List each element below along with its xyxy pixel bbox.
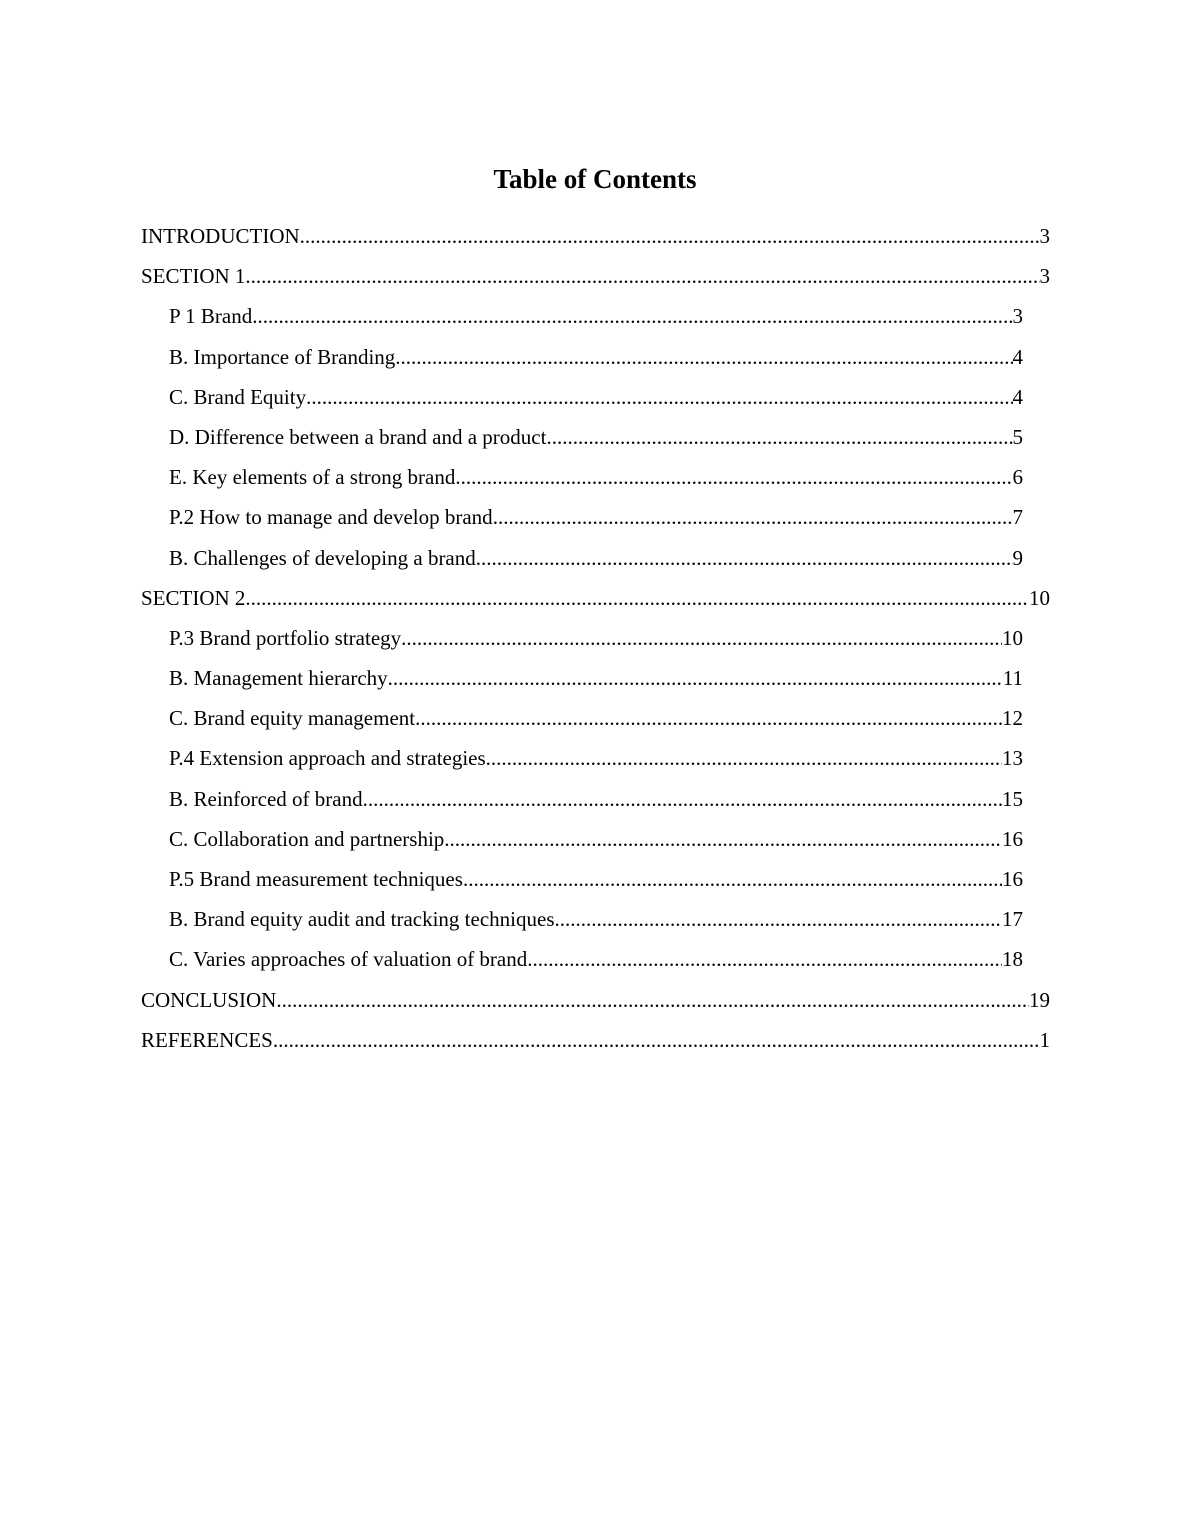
- toc-dot-leader: [245, 580, 1029, 616]
- toc-page-number: 19: [1029, 987, 1050, 1012]
- toc-list: [0, 218, 1190, 1062]
- toc-page-number: 16: [1002, 867, 1023, 891]
- toc-entry-text: C. Brand Equity: [169, 384, 307, 409]
- toc-page-number: 10: [1002, 625, 1023, 650]
- toc-dot-leader: [245, 258, 1039, 294]
- toc-dot-leader: [415, 700, 1002, 736]
- toc-dot-leader: [395, 339, 1012, 375]
- toc-page-number: 1: [1039, 1027, 1050, 1052]
- toc-entry-p2-manage-develop[interactable]: [169, 499, 1023, 539]
- toc-entry-text: B. Importance of Branding: [169, 344, 396, 369]
- toc-entry-brand-equity[interactable]: [169, 379, 1023, 419]
- toc-page-number: 11: [1002, 666, 1023, 691]
- toc-page-number: 10: [1029, 585, 1050, 610]
- toc-page-number: 4: [1012, 384, 1023, 409]
- toc-entry-text: B. Brand equity audit and tracking techniques: [169, 907, 555, 932]
- toc-entry-text: D. Difference between a brand and a product: [169, 424, 547, 449]
- toc-dot-leader: [476, 540, 1013, 576]
- toc-page-number: 12: [1002, 706, 1023, 731]
- toc-dot-leader: [273, 1022, 1040, 1058]
- toc-dot-leader: [546, 419, 1012, 455]
- toc-entry-conclusion[interactable]: [141, 982, 1050, 1022]
- toc-page-number: 3: [1012, 304, 1023, 329]
- toc-page-number: 7: [1012, 505, 1023, 530]
- toc-entry-text: INTRODUCTION: [141, 224, 300, 248]
- toc-entry-p1-brand[interactable]: [169, 298, 1023, 338]
- toc-page-number: 4: [1012, 344, 1023, 369]
- toc-entry-text: P.2 How to manage and develop brand: [169, 505, 493, 530]
- toc-entry-valuation[interactable]: [169, 941, 1023, 981]
- toc-dot-leader: [527, 941, 1002, 977]
- toc-dot-leader: [401, 620, 1002, 656]
- toc-dot-leader: [306, 379, 1012, 415]
- toc-dot-leader: [555, 901, 1003, 937]
- toc-entry-text: P.4 Extension approach and strategies: [169, 746, 486, 771]
- toc-entry-text: P.3 Brand portfolio strategy: [169, 625, 402, 650]
- toc-entry-management-hierarchy[interactable]: [169, 660, 1023, 700]
- toc-entry-p3-portfolio[interactable]: [169, 620, 1023, 660]
- toc-dot-leader: [463, 861, 1002, 897]
- toc-page-number: 18: [1002, 947, 1023, 972]
- toc-dot-leader: [388, 660, 1003, 696]
- toc-page-number: 5: [1012, 424, 1023, 449]
- toc-entry-audit-tracking[interactable]: [169, 901, 1023, 941]
- toc-entry-text: B. Challenges of developing a brand: [169, 545, 476, 570]
- toc-entry-brand-vs-product[interactable]: [169, 419, 1023, 459]
- toc-entry-text: C. Varies approaches of valuation of brand: [169, 947, 528, 972]
- toc-title: Table of Contents: [493, 164, 697, 194]
- toc-entry-p5-measurement[interactable]: [169, 861, 1023, 901]
- toc-entry-text: SECTION 1: [141, 264, 246, 289]
- toc-dot-leader: [276, 982, 1029, 1018]
- toc-entry-section-1[interactable]: [141, 258, 1050, 298]
- toc-entry-equity-management[interactable]: [169, 700, 1023, 740]
- toc-entry-text: P.5 Brand measurement techniques: [169, 867, 463, 891]
- toc-page-number: 3: [1039, 264, 1050, 289]
- toc-entry-key-elements[interactable]: [169, 459, 1023, 499]
- toc-entry-text: E. Key elements of a strong brand: [169, 465, 456, 490]
- toc-entry-challenges[interactable]: [169, 540, 1023, 580]
- toc-dot-leader: [300, 218, 1040, 254]
- toc-dot-leader: [252, 298, 1012, 334]
- toc-entry-importance-of-branding[interactable]: [169, 339, 1023, 379]
- toc-entry-text: REFERENCES: [141, 1027, 273, 1052]
- toc-dot-leader: [455, 459, 1012, 495]
- toc-entry-text: CONCLUSION: [141, 987, 277, 1012]
- toc-dot-leader: [486, 740, 1002, 776]
- toc-page-number: 16: [1002, 826, 1023, 851]
- toc-entry-introduction[interactable]: [141, 218, 1050, 258]
- toc-page-number: 9: [1012, 545, 1023, 570]
- toc-page-number: 3: [1039, 224, 1050, 248]
- toc-entry-section-2[interactable]: [141, 580, 1050, 620]
- toc-entry-text: C. Collaboration and partnership: [169, 826, 445, 851]
- toc-entry-text: C. Brand equity management: [169, 706, 416, 731]
- toc-entry-text: SECTION 2: [141, 585, 246, 610]
- toc-entry-references[interactable]: [141, 1022, 1050, 1062]
- toc-page-number: 13: [1002, 746, 1023, 771]
- toc-entry-reinforced[interactable]: [169, 781, 1023, 821]
- toc-page-number: 17: [1002, 907, 1023, 932]
- toc-entry-p4-extension[interactable]: [169, 740, 1023, 780]
- toc-page-number: 6: [1012, 465, 1023, 490]
- toc-page-number: 15: [1002, 786, 1023, 811]
- toc-entry-text: P 1 Brand: [169, 304, 253, 329]
- toc-dot-leader: [493, 499, 1013, 535]
- toc-dot-leader: [363, 781, 1002, 817]
- toc-dot-leader: [444, 821, 1002, 857]
- toc-entry-collaboration[interactable]: [169, 821, 1023, 861]
- toc-entry-text: B. Management hierarchy: [169, 666, 388, 691]
- toc-entry-text: B. Reinforced of brand: [169, 786, 363, 811]
